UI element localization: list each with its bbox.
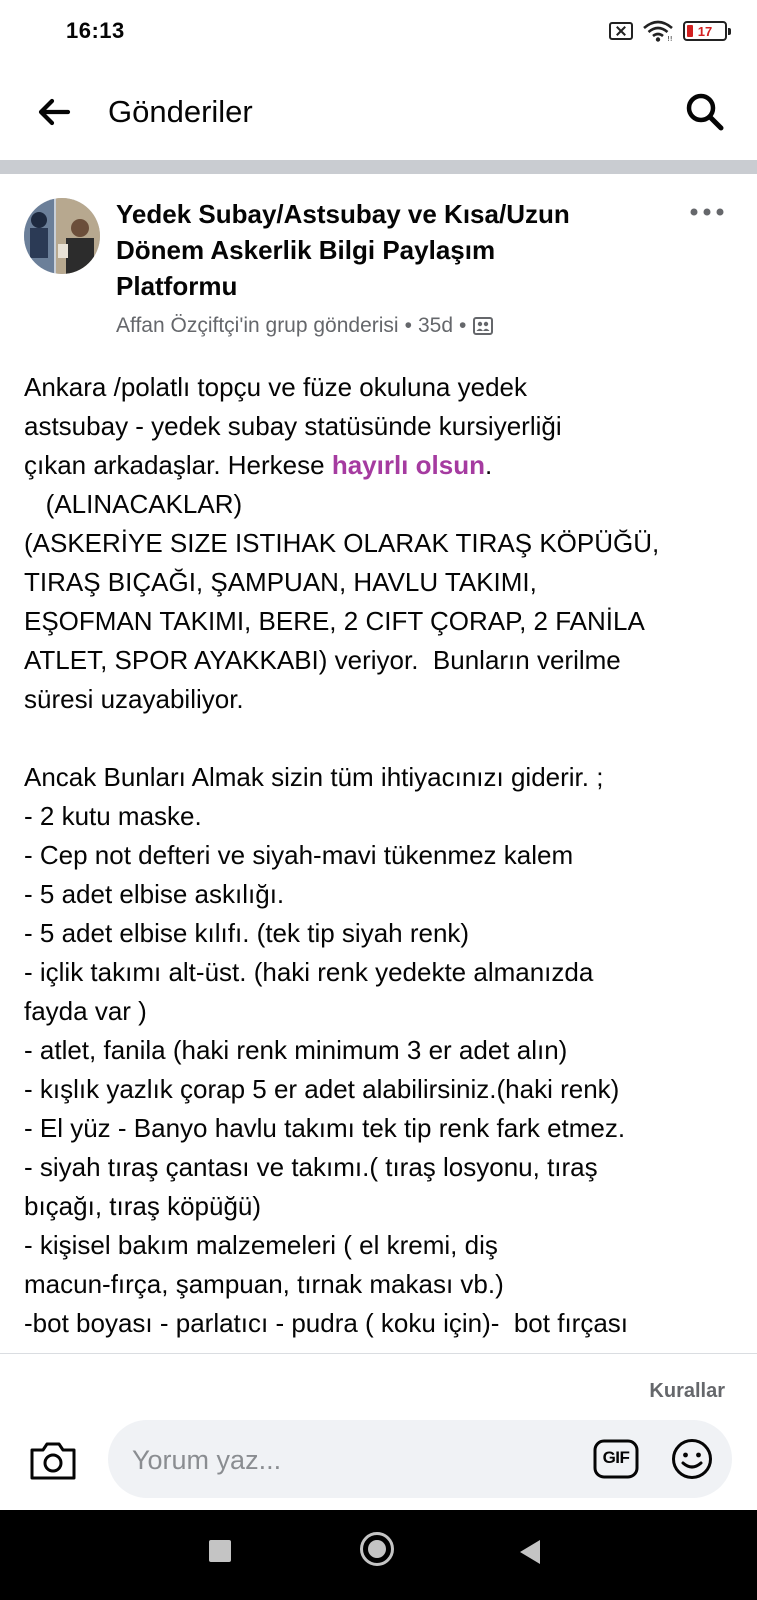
arrow-left-icon <box>34 92 74 132</box>
gif-button[interactable] <box>592 1437 640 1481</box>
group-name-line: Platformu <box>116 271 238 301</box>
post-text-segment: . <box>484 450 493 480</box>
recents-button[interactable] <box>209 1540 231 1562</box>
post-meta <box>116 314 494 338</box>
page-title: Gönderiler <box>108 94 253 129</box>
post-text-line: macun-fırça, şampuan, tırnak makası vb.) <box>24 1269 504 1299</box>
post-body <box>24 368 736 1353</box>
svg-text:!!: !! <box>667 35 673 42</box>
group-avatar[interactable] <box>24 198 100 274</box>
status-time: 16:13 <box>66 18 125 43</box>
battery-icon <box>683 21 727 41</box>
post-text-line: astsubay - yedek subay statüsünde kursiyerliği <box>24 411 562 441</box>
post-text-line: - 5 adet elbise kılıfı. (tek tip siyah renk) <box>24 918 470 948</box>
post-text-line: (ALINACAKLAR) <box>24 489 243 519</box>
hashtag-link[interactable]: hayırlı olsun <box>331 450 485 480</box>
comment-box <box>108 1420 732 1498</box>
more-horizontal-icon <box>687 202 727 222</box>
post-text-line: EŞOFMAN TAKIMI, BERE, 2 CIFT ÇORAP, 2 FANİLA <box>24 606 645 636</box>
emoji-button[interactable] <box>670 1437 714 1481</box>
sim-off-icon <box>609 22 633 40</box>
system-back-button[interactable] <box>520 1540 540 1564</box>
search-button[interactable] <box>683 90 727 134</box>
meta-separator: • <box>459 314 467 337</box>
post-text-line: (ASKERİYE SIZE ISTIHAK OLARAK TIRAŞ KÖPÜĞÜ, <box>24 528 660 558</box>
camera-button[interactable] <box>28 1438 78 1482</box>
camera-icon <box>28 1438 78 1482</box>
post-text-line: - El yüz - Banyo havlu takımı tek tip renk fark etmez. <box>24 1113 626 1143</box>
post-text-line: - Cep not defteri ve siyah-mavi tükenmez kalem <box>24 840 574 870</box>
post-text-line <box>24 446 736 485</box>
post-text-line: - kışlık yazlık çorap 5 er adet alabilirsiniz.(haki renk) <box>24 1074 620 1104</box>
post-text-segment: çıkan arkadaşlar. Herkese <box>24 450 332 480</box>
post-text-line: Ankara /polatlı topçu ve füze okuluna yedek <box>24 372 527 402</box>
post-text-line: - atlet, fanila (haki renk minimum 3 er adet alın) <box>24 1035 568 1065</box>
comment-composer <box>0 1353 757 1511</box>
battery-level: 17 <box>697 23 713 39</box>
group-name[interactable] <box>116 196 656 304</box>
author-meta[interactable]: Affan Özçiftçi'in grup gönderisi <box>116 314 399 337</box>
home-button[interactable] <box>360 1532 394 1566</box>
status-icons <box>609 20 727 42</box>
post-text-line: - içlik takımı alt-üst. (haki renk yedekte almanızda <box>24 957 594 987</box>
post-text-line: -bot boyası - parlatıcı - pudra ( koku için)- bot fırçası <box>24 1308 629 1338</box>
post-header <box>0 174 757 354</box>
back-button[interactable] <box>34 92 74 132</box>
post-text-line: - kişisel bakım malzemeleri ( el kremi, diş <box>24 1230 498 1260</box>
post-text-line: süresi uzayabiliyor. <box>24 684 244 714</box>
post-time[interactable]: 35d <box>417 314 454 337</box>
comment-input[interactable] <box>130 1438 564 1482</box>
group-name-line: Dönem Askerlik Bilgi Paylaşım <box>116 235 496 265</box>
smiley-icon <box>670 1437 714 1481</box>
app-header <box>0 66 757 160</box>
group-privacy-icon <box>472 315 494 337</box>
post-text-line: Ancak Bunları Almak sizin tüm ihtiyacınızı giderir. ; <box>24 762 604 792</box>
post-text-line: bıçağı, tıraş köpüğü) <box>24 1191 262 1221</box>
gif-label: GIF <box>602 1448 630 1467</box>
post-text-line: fayda var ) <box>24 996 147 1026</box>
post-text-line: - 2 kutu maske. <box>24 801 202 831</box>
header-divider <box>0 160 757 174</box>
rules-link[interactable]: Kurallar <box>649 1380 725 1402</box>
search-icon <box>683 90 727 134</box>
post-text-line: ATLET, SPOR AYAKKABI) veriyor. Bunların verilme <box>24 645 621 675</box>
meta-separator: • <box>404 314 412 337</box>
more-options-button[interactable] <box>687 202 727 222</box>
system-nav-bar <box>0 1510 757 1600</box>
post-text-line: - 5 adet elbise askılığı. <box>24 879 285 909</box>
wifi-icon <box>643 20 673 42</box>
avatar-image <box>24 198 100 274</box>
group-name-line: Yedek Subay/Astsubay ve Kısa/Uzun <box>116 199 570 229</box>
post-text-line <box>24 719 736 758</box>
post-text-line: TIRAŞ BIÇAĞI, ŞAMPUAN, HAVLU TAKIMI, <box>24 567 537 597</box>
post-text-line: - siyah tıraş çantası ve takımı.( tıraş losyonu, tıraş <box>24 1152 598 1182</box>
status-bar <box>0 0 757 66</box>
